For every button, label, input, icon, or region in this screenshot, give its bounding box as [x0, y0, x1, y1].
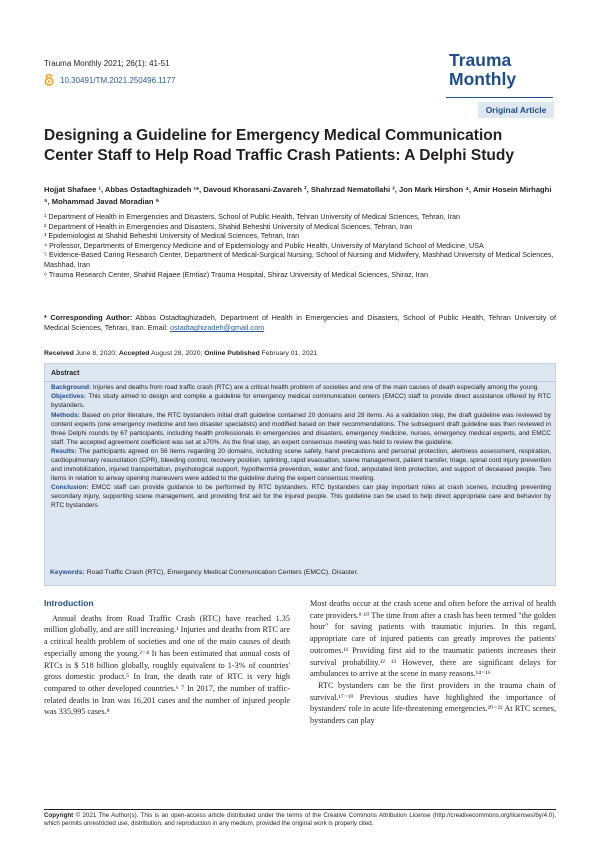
abstract-objectives	[51, 393, 551, 411]
doi-row	[44, 74, 176, 86]
methods-text: Based on prior literature, the RTC bystanders initial draft guideline contained 20 domains and 28 items. As a validation step, the draft guideline was reviewed by content experts (one emergency medicine and two disaster specialists) and modified based on their recommendations. The subsequent draft guideline was then reviewed in three Delphi rounds by 67 participants, including health professionals in emergencies and disasters, emergency medicine, nurses, emergency medical experts, and EMCC staff. The accepted agreement coefficient was set at ≥70%. As the final step, an expert consensus meeting was held to review the guideline.	[51, 411, 551, 446]
keywords-label: Keywords:	[50, 569, 85, 576]
affiliation-list	[44, 212, 556, 279]
abstract-heading: Abstract	[51, 370, 80, 377]
methods-label: Methods:	[51, 411, 80, 419]
abstract-box	[44, 363, 556, 586]
affiliation-item: ² Department of Health in Emergencies and Disasters, Shahid Beheshti University of Medical Sciences, Tehran, Iran	[44, 221, 413, 231]
conclusion-label: Conclusion:	[51, 484, 89, 492]
objectives-text: This study aimed to design and compile a guideline for emergency medical communication centers (EMCC) staff to provide direct assistance offered by RTC bystanders.	[51, 393, 551, 410]
abstract-methods	[51, 412, 551, 448]
background-text: Injuries and deaths from road traffic crash (RTC) are a critical health problem of societies and one of the main causes of death especially among the young.	[91, 384, 540, 391]
brand-line-1: Trauma	[449, 50, 512, 70]
publication-dates	[44, 350, 317, 357]
received-date: June 8, 2020;	[73, 350, 119, 357]
article-title: Designing a Guideline for Emergency Medical Communication Center Staff to Help Road Traffic Crash Patients: A Delphi Study	[44, 127, 514, 164]
affiliation-item: ¹ Department of Health in Emergencies and Disasters, School of Public Health, Tehran University of Medical Sciences, Tehran, Iran	[44, 212, 461, 221]
keywords-text: Road Traffic Crash (RTC), Emergency Medical Communication Centers (EMCC), Disaster.	[84, 569, 359, 576]
body-paragraph: Most deaths occur at the crash scene and often before the arrival of health care providers.⁹ ¹⁰ The time from after a crash has been termed "the golden hour" for saving patients with traumatic injuries. In this regard, appropriate care of injured patients can greatly improves the patients' outcomes.¹¹ Providing first aid to the traumatic patients increases their survival probability.¹² ¹³ However, there are significant delays for ambulances to arrive at the scene in many reasons.¹⁴⁻¹⁶	[310, 599, 556, 679]
corresponding-email-link[interactable]: ostadtaghizadeh@gmail.com	[170, 323, 265, 333]
published-label: Online Published	[204, 350, 260, 357]
affiliation-item: ³ Epidemiologist at Shahid Beheshti University of Medical Sciences, Tehran, Iran	[44, 231, 300, 241]
background-label: Background:	[51, 384, 92, 391]
abstract-conclusion	[51, 484, 551, 511]
brand-divider	[446, 97, 553, 98]
objectives-label: Objectives:	[51, 393, 87, 401]
copyright-text: © 2021 The Author(s). This is an open-access article distributed under the terms of the Creative Commons Attribution License (http://creativecommons.org/licenses/by/4.0), which permits unrestricted use, distribution, and reproduction in any medium, provided the original work is properly cited.	[44, 812, 556, 827]
corresponding-author	[44, 313, 556, 333]
received-label: Received	[44, 350, 74, 357]
journal-logo	[449, 51, 516, 89]
affiliation-item: ⁴ Professor, Departments of Emergency Medicine and of Epidemiology and Public Health, University of Maryland School of Medicine, USA	[44, 240, 484, 250]
copyright-footer	[44, 809, 556, 828]
journal-citation: Trauma Monthly 2021; 26(1): 41-51	[44, 59, 170, 68]
open-access-icon	[44, 74, 54, 86]
abstract-results	[51, 448, 551, 484]
conclusion-text: EMCC staff can provide guidance to be performed by RTC bystanders. RTC bystanders can play important roles at crash scenes, including preventing secondary injury, supporting scene management, and providing first aid for the injured people. This guideline can be used to help direct appropriate care and behavior by RTC bystanders	[51, 484, 551, 510]
affiliation-item: ⁶ Trauma Research Center, Shahid Rajaee (Emtiaz) Trauma Hospital, Shiraz University of Medical Sciences, Shiraz, Iran	[44, 269, 429, 279]
abstract-body	[51, 384, 551, 512]
corresponding-label: * Corresponding Author:	[44, 313, 133, 322]
affiliation-item: ⁵ Evidence-Based Caring Research Center, Department of Medical-Surgical Nursing, School of Nursing and Midwifery, Mashhad University of Medical Sciences, Mashhad, Iran	[44, 250, 554, 269]
accepted-label: Accepted	[118, 350, 150, 357]
abstract-divider	[45, 381, 555, 382]
body-paragraph: RTC bystanders can be the first providers in the trauma chain of survival.¹⁷⁻¹⁹ Previous studies have highlighted the importance of bystanders' role in acute life-threatening emergencies.²⁰⁻²² At RTC scenes, bystanders can play	[310, 680, 556, 726]
body-column-left	[44, 598, 290, 718]
copyright-label: Copyright	[44, 812, 74, 819]
article-type-badge: Original Article	[478, 102, 554, 118]
body-column-right	[310, 598, 556, 727]
published-date: February 01, 2021	[259, 350, 318, 357]
accepted-date: August 28, 2020;	[149, 350, 205, 357]
author-list: Hojjat Shafaee ¹, Abbas Ostadtaghizadeh ¹*, Davoud Khorasani-Zavareh ², Shahrzad Nematollahi ³, Jon Mark Hirshon ⁴, Amir Hosein Mirhaghi ⁵, Mohammad Javad Moradian ⁶	[44, 185, 552, 206]
corresponding-text: Abbas Ostadtaghizadeh, Department of Health in Emergencies and Disasters, School of Public Health, Tehran University of Medical Sciences, Tehran, Iran. Email:	[44, 313, 556, 333]
introduction-heading: Introduction	[44, 598, 94, 608]
brand-line-2: Monthly	[449, 69, 517, 89]
results-text: The participants agreed on 56 items regarding 20 domains, including scene safety, hand precautions and personal protection, alertness assessment, respiration, cardiopulmonary resuscitation (CPR), bleeding control, recovery position, splinting, rapid evacuation, scene management, patient transfer, triage, spinal cord injury prevention and immobilization, injured transportation, psychological support, hypothermia prevention, water and food, amputated limb protection, and support of deceased people. Two items in relation to airway opening maneuvers were added to the guideline during the expert consensus meeting.	[51, 448, 551, 483]
results-label: Results:	[51, 448, 77, 456]
doi-link[interactable]: 10.30491/TM.2021.250496.1177	[60, 75, 176, 85]
body-paragraph: Annual deaths from Road Traffic Crash (RTC) have reached 1.35 million globally, and are still increasing.¹ Injuries and deaths from RTC are a critical health problem of societies and one of the main causes of death especially among the young.²⁻⁴ It has been estimated that annual costs of RTCs is $ 518 billion globally, roughly equivalent to 1-3% of countries' gross domestic product.⁵ In Iran, the death rate of RTC is very high compared to other developed countries.⁶ ⁷ In 2017, the number of traffic-related deaths in Iran was 16,201 cases and the number of injured people was 335,995 cases.⁸	[44, 613, 290, 717]
abstract-background	[51, 384, 551, 393]
keywords	[50, 569, 550, 576]
